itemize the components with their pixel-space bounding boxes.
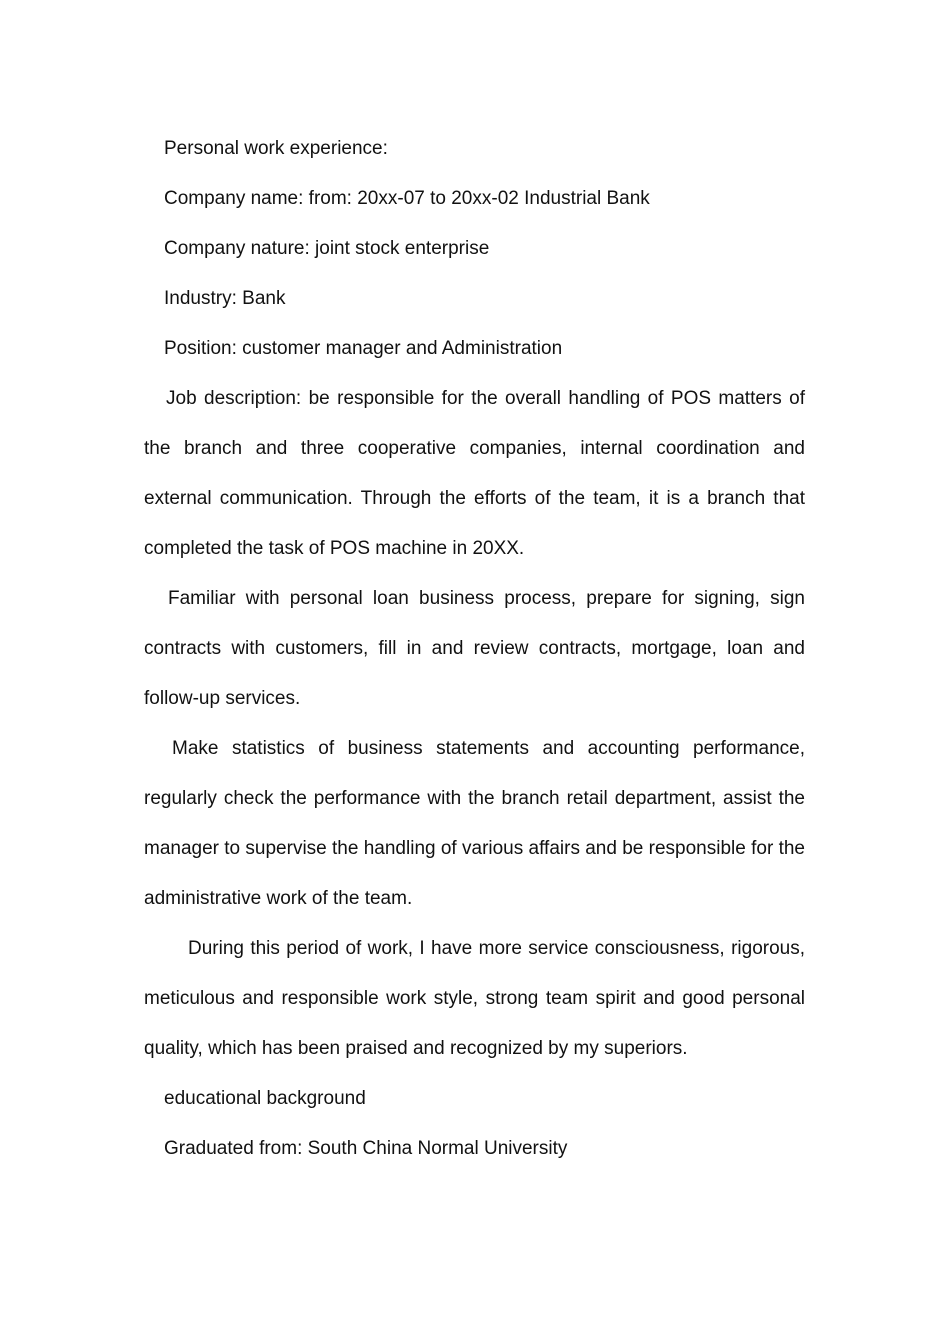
job-description-paragraph: Job description: be responsible for the overall handling of POS matters of the branch and three cooperative companies, internal coordination and external communication. Through the efforts of the team, it is a branch that completed the task of POS machine in 20XX. xyxy=(144,388,805,559)
company-name-line: Company name: from: 20xx-07 to 20xx-02 Industrial Bank xyxy=(164,188,650,209)
summary-paragraph: During this period of work, I have more service consciousness, rigorous, meticulous and responsible work style, strong team spirit and good personal quality, which has been praised and recognized by my superiors. xyxy=(144,938,805,1059)
position-line: Position: customer manager and Administration xyxy=(164,338,563,359)
industry-line: Industry: Bank xyxy=(164,288,286,309)
document-page xyxy=(144,124,805,1174)
loan-process-paragraph: Familiar with personal loan business process, prepare for signing, sign contracts with customers, fill in and review contracts, mortgage, loan and follow-up services. xyxy=(144,588,805,709)
graduated-from-line: Graduated from: South China Normal University xyxy=(164,1138,568,1159)
company-nature-line: Company nature: joint stock enterprise xyxy=(164,238,490,259)
education-heading: educational background xyxy=(164,1088,366,1109)
statistics-paragraph: Make statistics of business statements and accounting performance, regularly check the performance with the branch retail department, assist the manager to supervise the handling of various affairs and be responsible for the administrative work of the team. xyxy=(144,738,805,909)
work-experience-heading: Personal work experience: xyxy=(164,138,388,159)
